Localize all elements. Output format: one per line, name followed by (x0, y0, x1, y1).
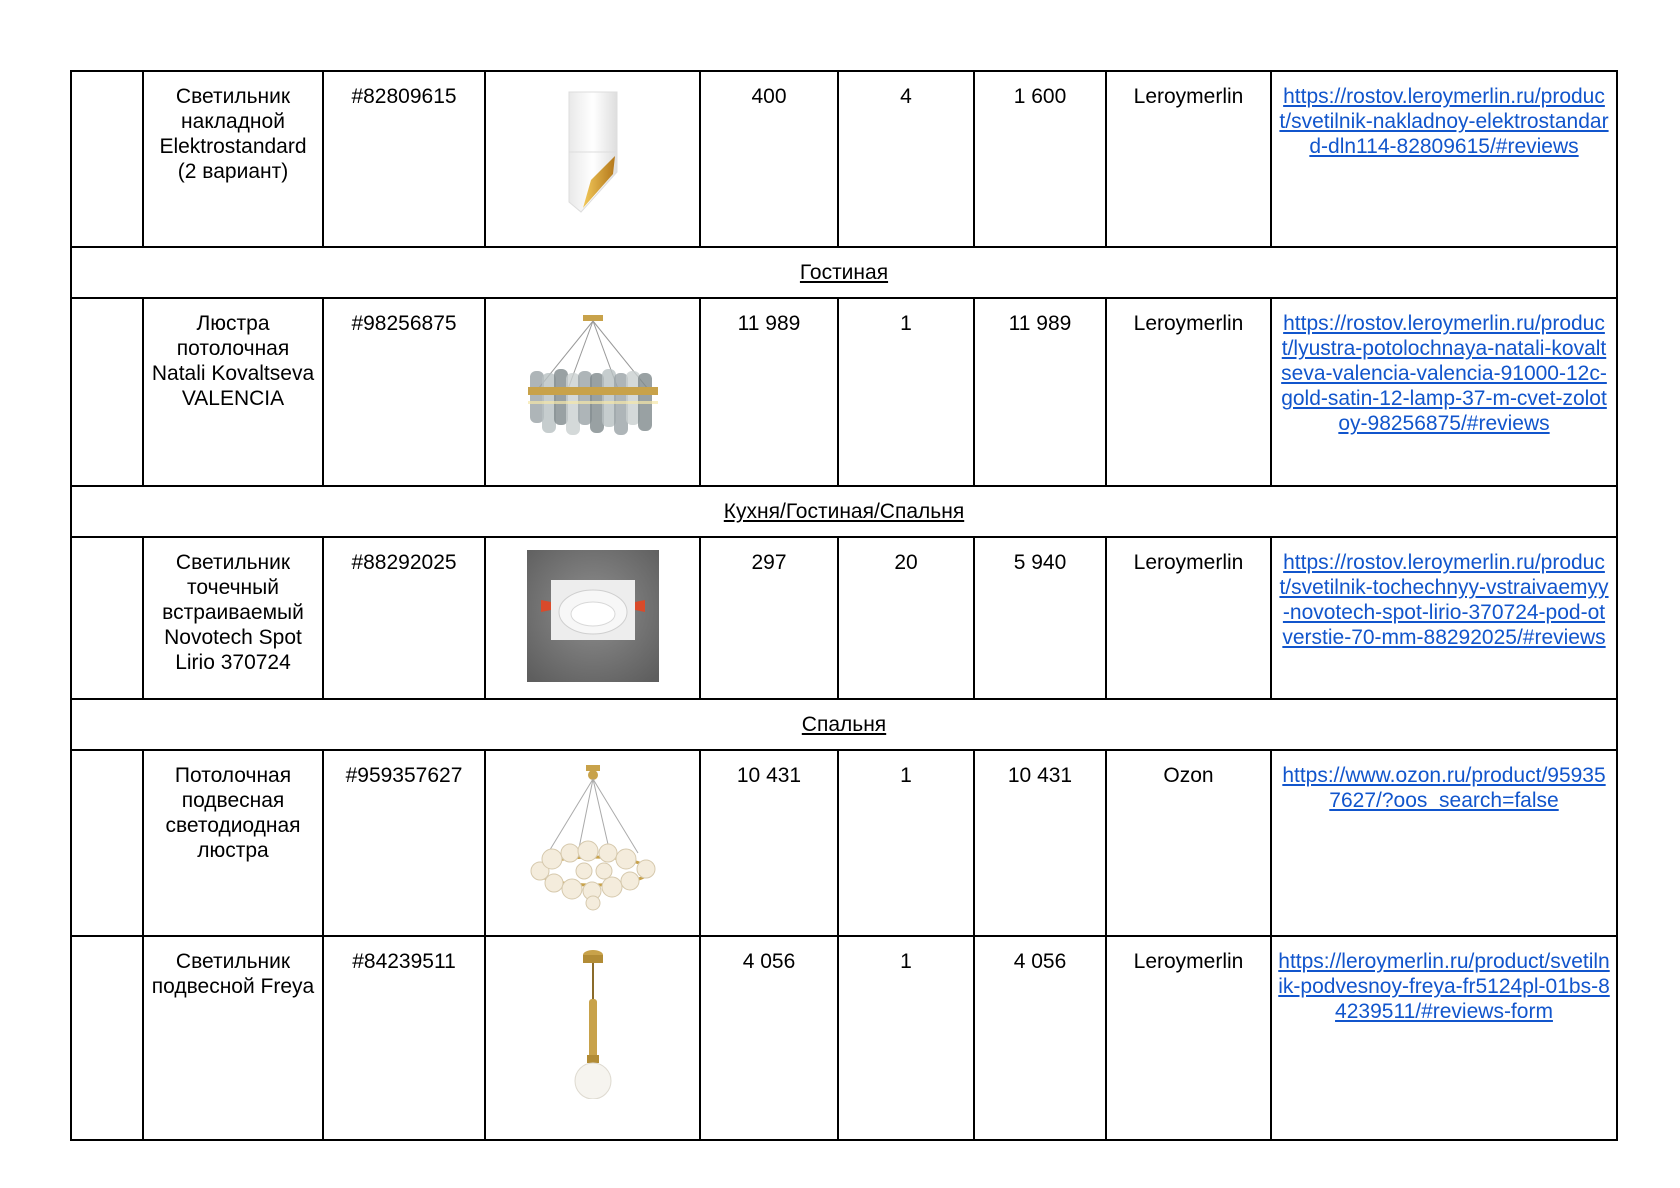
number-cell (71, 537, 143, 699)
total: 1 600 (974, 71, 1106, 247)
shop: Leroymerlin (1106, 298, 1271, 486)
section-title: Спальня (801, 713, 887, 736)
link-cell (1271, 537, 1617, 699)
product-link[interactable]: https://leroymerlin.ru/product/svetilnik-podvesnoy-freya-fr5124pl-01bs-84239511/#reviews-form (1278, 950, 1610, 1023)
link-cell (1271, 750, 1617, 936)
product-name: Светильник точечный встраиваемый Novotech Spot Lirio 370724 (143, 537, 323, 699)
quantity: 1 (838, 298, 974, 486)
total: 4 056 (974, 936, 1106, 1140)
product-name: Светильник накладной Elektrostandard (2 вариант) (143, 71, 323, 247)
number-cell (71, 298, 143, 486)
article-number: #959357627 (323, 750, 485, 936)
table-row (71, 71, 1617, 247)
product-link[interactable]: https://rostov.leroymerlin.ru/product/svetilnik-nakladnoy-elektrostandard-dln114-82809615/#reviews (1279, 85, 1609, 158)
number-cell (71, 936, 143, 1140)
article-number: #88292025 (323, 537, 485, 699)
section-header (71, 247, 1617, 298)
quantity: 1 (838, 936, 974, 1140)
table-row (71, 537, 1617, 699)
price: 11 989 (700, 298, 838, 486)
pendant-lamp-icon (563, 949, 623, 1099)
product-link[interactable]: https://rostov.leroymerlin.ru/product/svetilnik-tochechnyy-vstraivaemyy-novotech-spot-lirio-370724-pod-otverstie-70-mm-88292025/#reviews (1279, 551, 1609, 649)
ceiling-spot-icon (553, 84, 633, 214)
table-row (71, 936, 1617, 1140)
section-row (71, 486, 1617, 537)
price: 400 (700, 71, 838, 247)
price: 10 431 (700, 750, 838, 936)
quantity: 1 (838, 750, 974, 936)
section-title: Кухня/Гостиная/Спальня (723, 500, 965, 523)
product-image-cell (485, 298, 700, 486)
quantity: 4 (838, 71, 974, 247)
number-cell (71, 750, 143, 936)
link-cell (1271, 71, 1617, 247)
shop: Ozon (1106, 750, 1271, 936)
product-link[interactable]: https://www.ozon.ru/product/959357627/?oos_search=false (1282, 764, 1606, 812)
shop: Leroymerlin (1106, 936, 1271, 1140)
section-row (71, 699, 1617, 750)
shop: Leroymerlin (1106, 71, 1271, 247)
product-name: Светильник подвесной Freya (143, 936, 323, 1140)
total: 11 989 (974, 298, 1106, 486)
article-number: #82809615 (323, 71, 485, 247)
section-row (71, 247, 1617, 298)
product-image-cell (485, 537, 700, 699)
section-title: Гостиная (799, 261, 889, 284)
price: 4 056 (700, 936, 838, 1140)
table-row (71, 750, 1617, 936)
number-cell (71, 71, 143, 247)
total: 10 431 (974, 750, 1106, 936)
globe-chandelier-icon (518, 763, 668, 913)
article-number: #84239511 (323, 936, 485, 1140)
product-name: Потолочная подвесная светодиодная люстра (143, 750, 323, 936)
recessed-spot-icon (527, 550, 659, 682)
total: 5 940 (974, 537, 1106, 699)
section-header (71, 486, 1617, 537)
link-cell (1271, 298, 1617, 486)
section-header (71, 699, 1617, 750)
products-table (70, 70, 1618, 1141)
article-number: #98256875 (323, 298, 485, 486)
product-link[interactable]: https://rostov.leroymerlin.ru/product/lyustra-potolochnaya-natali-kovaltseva-valencia-valencia-91000-12c-gold-satin-12-lamp-37-m-cvet-zolotoy-98256875/#reviews (1281, 312, 1607, 435)
link-cell (1271, 936, 1617, 1140)
price: 297 (700, 537, 838, 699)
product-image-cell (485, 71, 700, 247)
shop: Leroymerlin (1106, 537, 1271, 699)
product-image-cell (485, 750, 700, 936)
product-name: Люстра потолочная Natali Kovaltseva VALENCIA (143, 298, 323, 486)
quantity: 20 (838, 537, 974, 699)
table-row (71, 298, 1617, 486)
product-image-cell (485, 936, 700, 1140)
chandelier-icon (518, 311, 668, 461)
